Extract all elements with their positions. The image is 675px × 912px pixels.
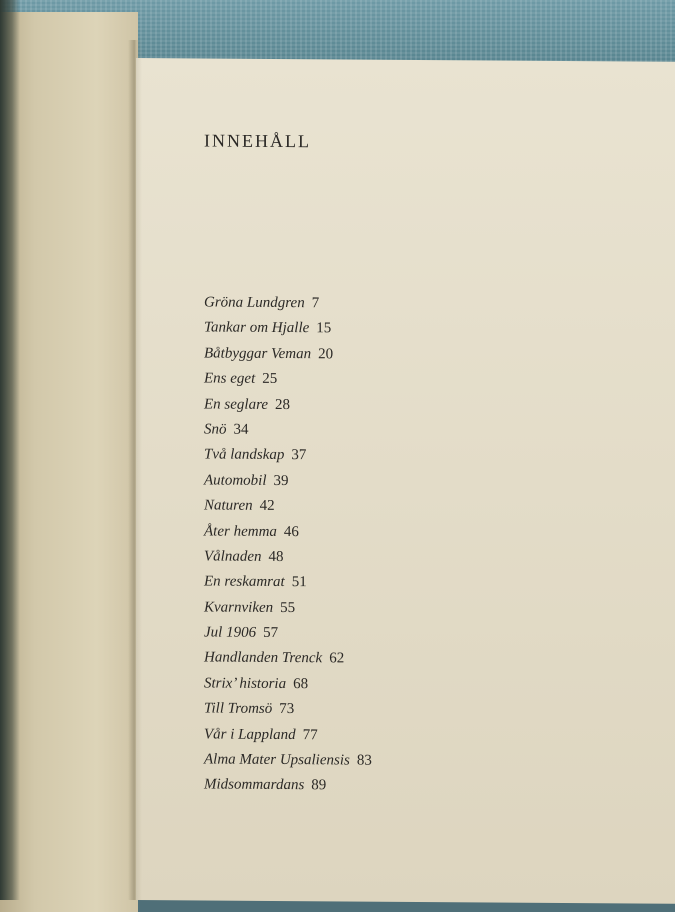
toc-entry-title: Tankar om Hjalle (204, 319, 310, 337)
toc-entry (204, 494, 372, 521)
toc-entry-page-number: 46 (283, 523, 299, 540)
toc-entry-title: Två landskap (204, 446, 285, 464)
toc-entry (204, 392, 372, 419)
right-page (136, 58, 675, 904)
edge-shadow (0, 0, 20, 900)
toc-entry (204, 570, 372, 597)
toc-entry (204, 341, 372, 368)
toc-entry (204, 621, 372, 648)
toc-entry-page-number: 62 (329, 650, 345, 667)
toc-entry (204, 748, 372, 775)
table-of-contents (204, 290, 372, 799)
toc-entry-title: Strix’ historia (204, 675, 287, 692)
toc-entry (204, 595, 372, 622)
toc-entry (204, 417, 372, 444)
toc-entry-page-number: 25 (262, 371, 278, 388)
toc-entry (204, 290, 372, 317)
toc-entry (204, 671, 372, 698)
toc-entry (204, 773, 372, 800)
toc-entry-title: Vår i Lappland (204, 726, 296, 743)
toc-entry-title: Handlanden Trenck (204, 649, 323, 667)
toc-entry-page-number: 28 (275, 396, 291, 413)
toc-entry (204, 722, 372, 749)
toc-entry-title: En seglare (204, 396, 269, 413)
toc-entry-page-number: 37 (291, 447, 307, 464)
page-content (136, 58, 675, 904)
toc-entry-title: Naturen (204, 497, 253, 514)
toc-entry-page-number: 55 (280, 599, 296, 616)
toc-entry (204, 468, 372, 495)
toc-entry (204, 646, 372, 673)
toc-entry-title: Automobil (204, 472, 267, 489)
toc-entry-page-number: 39 (273, 472, 289, 489)
toc-entry-page-number: 42 (259, 497, 275, 515)
toc-entry (204, 697, 372, 724)
toc-entry-page-number: 7 (311, 295, 320, 312)
book-gutter (128, 40, 142, 900)
toc-entry (204, 544, 372, 571)
toc-entry-title: En reskamrat (204, 573, 285, 591)
toc-entry-page-number: 73 (279, 701, 295, 718)
toc-entry-page-number: 83 (356, 752, 372, 769)
toc-entry (204, 443, 372, 470)
toc-entry-title: Ens eget (204, 370, 256, 388)
toc-entry-title: Gröna Lundgren (204, 294, 305, 312)
toc-entry-title: Jul 1906 (204, 624, 257, 641)
toc-entry-page-number: 34 (233, 421, 249, 438)
toc-entry-title: Alma Mater Upsaliensis (204, 751, 350, 769)
toc-entry (204, 519, 372, 546)
toc-entry-page-number: 51 (291, 574, 307, 591)
left-page (0, 12, 138, 912)
toc-entry-title: Vålnaden (204, 548, 262, 565)
toc-entry-page-number: 15 (316, 320, 332, 337)
toc-entry-page-number: 89 (311, 777, 327, 794)
toc-entry-page-number: 20 (318, 346, 334, 363)
toc-entry-title: Båtbyggar Veman (204, 345, 312, 363)
toc-entry (204, 367, 372, 394)
toc-entry-title: Snö (204, 421, 227, 438)
toc-entry-title: Till Tromsö (204, 700, 273, 718)
toc-entry-title: Åter hemma (204, 522, 277, 540)
toc-entry-page-number: 48 (268, 548, 284, 565)
toc-entry-title: Midsommardans (204, 776, 305, 794)
toc-entry (204, 316, 372, 343)
toc-entry-title: Kvarnviken (204, 599, 274, 616)
toc-entry-page-number: 68 (293, 675, 309, 693)
toc-entry-page-number: 57 (263, 624, 279, 642)
page-title: INNEHÅLL (204, 130, 311, 152)
toc-entry-page-number: 77 (302, 726, 318, 743)
